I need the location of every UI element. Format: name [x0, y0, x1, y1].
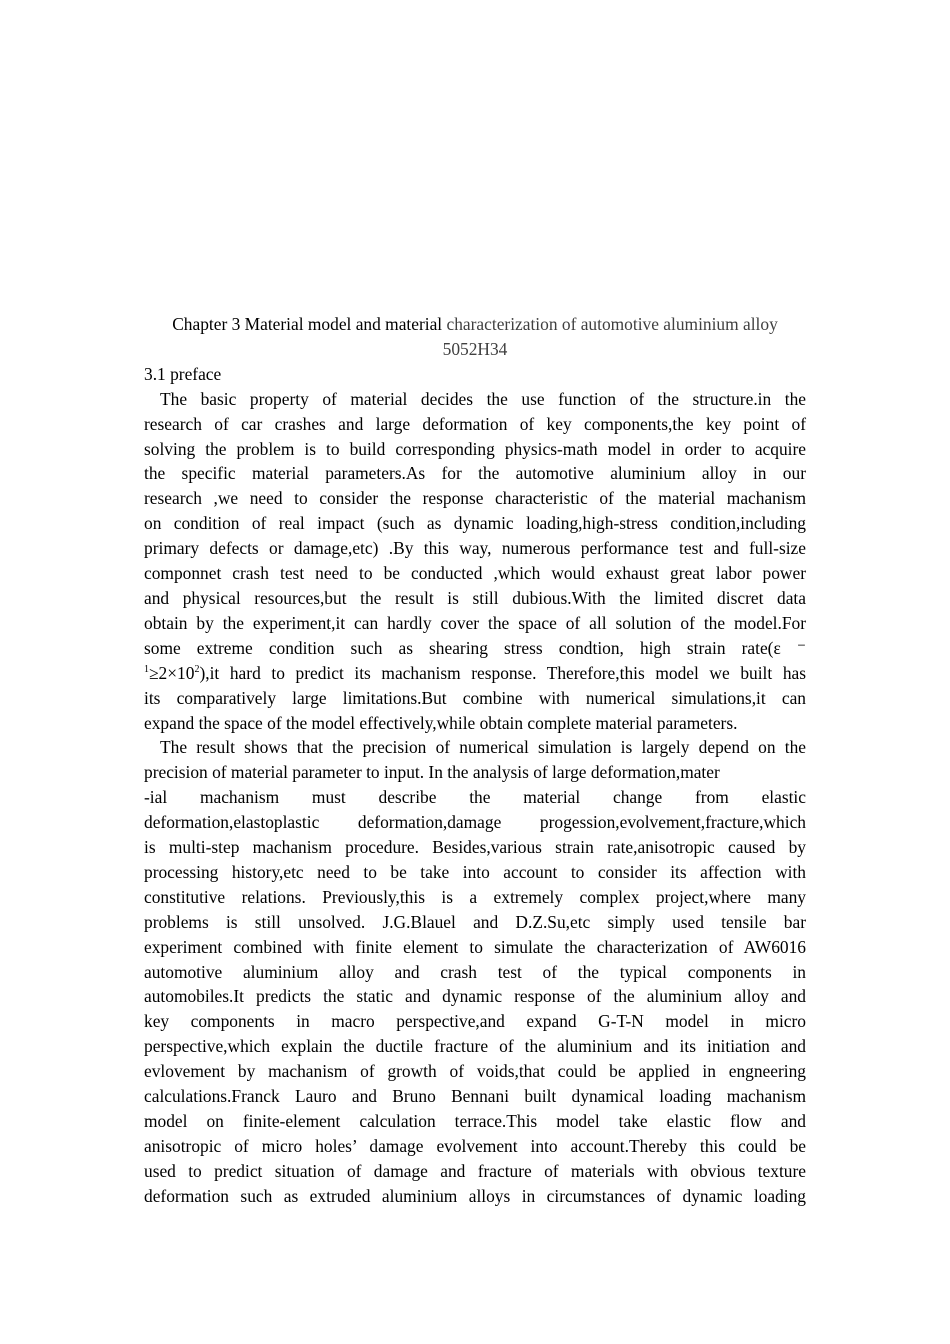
- paragraph-line: The result shows that the precision of numerical simulation is largely depend on the: [160, 737, 806, 758]
- paragraph-line: calculations.Franck Lauro and Bruno Bennani built dynamical loading machanism: [144, 1086, 806, 1107]
- inline-text: ≥2×10: [149, 662, 195, 683]
- paragraph-line: evlovement by machanism of growth of voids,that could be applied in engneering: [144, 1061, 806, 1082]
- paragraph-line: research ,we need to consider the response characteristic of the material machanism: [144, 488, 806, 509]
- strain-rate-line: [144, 661, 806, 686]
- paragraph-line: model on finite-element calculation terrace.This model take elastic flow and: [144, 1111, 806, 1131]
- paragraph-line: its comparatively large limitations.But combine with numerical simulations,it can: [144, 687, 806, 708]
- paragraph-line: deformation,elastoplastic deformation,damage progession,evolvement,fracture,which: [144, 812, 806, 833]
- paragraph-line: anisotropic of micro holes’ damage evolvement into account.Thereby this could be: [144, 1135, 806, 1156]
- paragraph-line: primary defects or damage,etc) .By this way, numerous performance test and full-size: [144, 538, 806, 559]
- paragraph-line: perspective,which explain the ductile fracture of the aluminium and its initiation and: [144, 1036, 806, 1057]
- paragraph-line: some extreme condition such as shearing stress condtion, high strain rate(ε ⁻: [144, 637, 806, 658]
- paragraph-line: and physical resources,but the result is still dubious.With the limited discret data: [144, 587, 806, 608]
- paragraph-line: key components in macro perspective,and expand G-T-N model in micro: [144, 1011, 806, 1032]
- paragraph-line: problems is still unsolved. J.G.Blauel and D.Z.Su,etc simply used tensile bar: [144, 911, 806, 932]
- paragraph-line: automobiles.It predicts the static and dynamic response of the aluminium alloy and: [144, 986, 806, 1007]
- superscript: 1: [144, 663, 149, 675]
- paragraph-line: the specific material parameters.As for the automotive aluminium alloy in our: [144, 463, 806, 484]
- paragraph-line: automotive aluminium alloy and crash test of the typical components in: [144, 961, 806, 982]
- paragraph-line: research of car crashes and large deformation of key components,the key point of: [144, 413, 806, 434]
- paragraph-line: deformation such as extruded aluminium alloys in circumstances of dynamic loading: [144, 1185, 806, 1206]
- inline-text: ),it hard to predict its machanism response. Therefore,this model we built has: [199, 662, 806, 683]
- superscript: 2: [194, 663, 200, 675]
- paragraph-line: constitutive relations. Previously,this is a extremely complex project,where many: [144, 886, 806, 907]
- paragraph-line: processing history,etc need to be take into account to consider its affection with: [144, 861, 806, 882]
- paragraph-line: expand the space of the model effectively,while obtain complete material parameters.: [144, 712, 738, 733]
- chapter-title-part1: Chapter 3 Material model and material: [172, 314, 447, 334]
- paragraph-line: solving the problem is to build corresponding physics-math model in order to acquire: [144, 438, 806, 459]
- paragraph-line: componnet crash test need to be conducted ,which would exhaust great labor power: [144, 563, 806, 584]
- paragraph-line: obtain by the experiment,it can hardly cover the space of all solution of the model.For: [144, 612, 806, 633]
- paragraph-line: The basic property of material decides the use function of the structure.in the: [160, 388, 806, 409]
- paragraph-line: precision of material parameter to input. In the analysis of large deformation,mater: [144, 762, 720, 783]
- section-heading: 3.1 preface: [144, 363, 222, 384]
- paragraph-line: experiment combined with finite element to simulate the characterization of AW6016: [144, 936, 806, 957]
- paragraph-2: [144, 735, 806, 1208]
- paragraph-line: on condition of real impact (such as dynamic loading,high-stress condition,including: [144, 513, 806, 534]
- paragraph-1: [144, 387, 806, 736]
- chapter-title: [144, 312, 806, 362]
- paragraph-line: -ial machanism must describe the material change from elastic: [144, 787, 806, 808]
- chapter-title-part2: characterization of automotive aluminium alloy 5052H34: [442, 314, 778, 359]
- paragraph-line: is multi-step machanism procedure. Besides,various strain rate,anisotropic caused by: [144, 837, 806, 858]
- paragraph-line: used to predict situation of damage and fracture of materials with obvious texture: [144, 1160, 806, 1181]
- document-page: [144, 312, 806, 1209]
